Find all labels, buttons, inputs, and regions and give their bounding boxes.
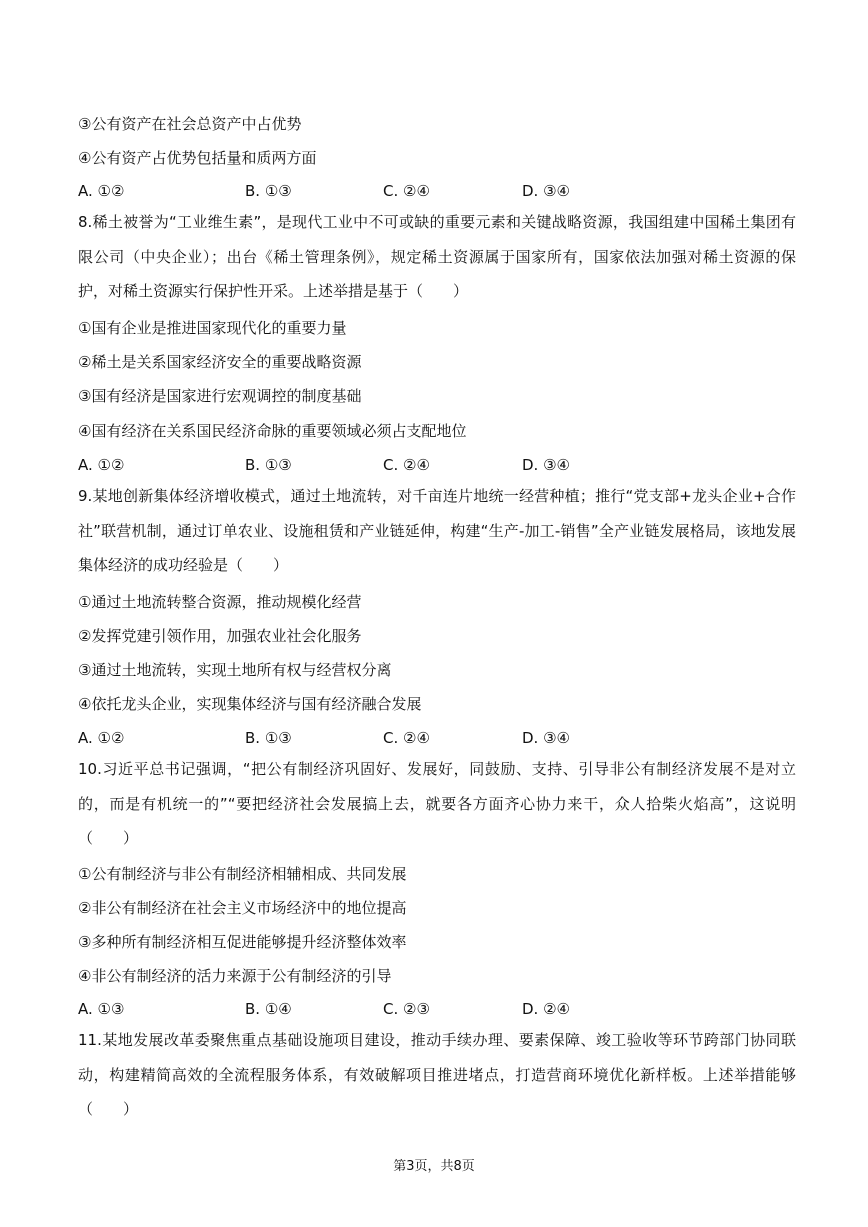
q9-option-a[interactable]: A. ①② — [78, 729, 125, 747]
q10-option-b[interactable]: B. ①④ — [245, 1000, 292, 1018]
q9-option-c[interactable]: C. ②④ — [383, 729, 430, 747]
q8-item-2: ②稀土是关系国家经济安全的重要战略资源 — [78, 353, 362, 371]
q7-option-a[interactable]: A. ①② — [78, 182, 125, 200]
q7-option-b[interactable]: B. ①③ — [245, 182, 292, 200]
q9-item-4: ④依托龙头企业，实现集体经济与国有经济融合发展 — [78, 695, 422, 713]
q10-option-a[interactable]: A. ①③ — [78, 1000, 125, 1018]
page-number: 第3页，共8页 — [393, 1159, 475, 1174]
q8-item-1: ①国有企业是推进国家现代化的重要力量 — [78, 319, 347, 337]
q9-options — [78, 728, 678, 748]
q9-item-2: ②发挥党建引领作用，加强农业社会化服务 — [78, 627, 362, 645]
q10-item-1: ①公有制经济与非公有制经济相辅相成、共同发展 — [78, 865, 407, 883]
q8-option-d[interactable]: D. ③④ — [522, 456, 570, 474]
q9-stem: 9.某地创新集体经济增收模式，通过土地流转，对千亩连片地统一经营种植；推行“党支部+龙头企业+合作社”联营机制，通过订单农业、设施租赁和产业链延伸，构建“生产-加工-销售”全产业链发展格局，该地发展集体经济的成功经验是（ ） — [78, 487, 796, 574]
q11-stem: 11.某地发展改革委聚焦重点基础设施项目建设，推动手续办理、要素保障、竣工验收等环节跨部门协同联动，构建精简高效的全流程服务体系，有效破解项目推进堵点，打造营商环境优化新样板。上述举措能够（ ） — [78, 1031, 796, 1118]
q8-item-3: ③国有经济是国家进行宏观调控的制度基础 — [78, 387, 362, 405]
q10-item-3: ③多种所有制经济相互促进能够提升经济整体效率 — [78, 933, 407, 951]
q9-item-3: ③通过土地流转，实现土地所有权与经营权分离 — [78, 661, 392, 679]
q9-option-b[interactable]: B. ①③ — [245, 729, 292, 747]
q7-option-c[interactable]: C. ②④ — [383, 182, 430, 200]
q9-item-1: ①通过土地流转整合资源，推动规模化经营 — [78, 593, 362, 611]
q10-option-d[interactable]: D. ②④ — [522, 1000, 570, 1018]
q10-options — [78, 999, 678, 1019]
q7-options — [78, 181, 678, 201]
q10-stem: 10.习近平总书记强调，“把公有制经济巩固好、发展好，同鼓励、支持、引导非公有制经济发展不是对立的，而是有机统一的”“要把经济社会发展搞上去，就要各方面齐心协力来干，众人拾柴火焰高”，这说明（ ） — [78, 760, 796, 847]
q7-option-d[interactable]: D. ③④ — [522, 182, 570, 200]
q8-item-4: ④国有经济在关系国民经济命脉的重要领域必须占支配地位 — [78, 422, 467, 440]
q7-item-4: ④公有资产占优势包括量和质两方面 — [78, 149, 317, 167]
q8-option-a[interactable]: A. ①② — [78, 456, 125, 474]
q8-option-b[interactable]: B. ①③ — [245, 456, 292, 474]
q9-option-d[interactable]: D. ③④ — [522, 729, 570, 747]
q7-item-3: ③公有资产在社会总资产中占优势 — [78, 115, 302, 133]
q8-options — [78, 455, 678, 475]
q10-item-2: ②非公有制经济在社会主义市场经济中的地位提高 — [78, 899, 407, 917]
q8-option-c[interactable]: C. ②④ — [383, 456, 430, 474]
q8-stem: 8.稀土被誉为“工业维生素”，是现代工业中不可或缺的重要元素和关键战略资源，我国组建中国稀土集团有限公司（中央企业）；出台《稀土管理条例》，规定稀土资源属于国家所有，国家依法加强对稀土资源的保护，对稀土资源实行保护性开采。上述举措是基于（ ） — [78, 213, 796, 300]
q10-item-4: ④非公有制经济的活力来源于公有制经济的引导 — [78, 967, 392, 985]
q10-option-c[interactable]: C. ②③ — [383, 1000, 430, 1018]
